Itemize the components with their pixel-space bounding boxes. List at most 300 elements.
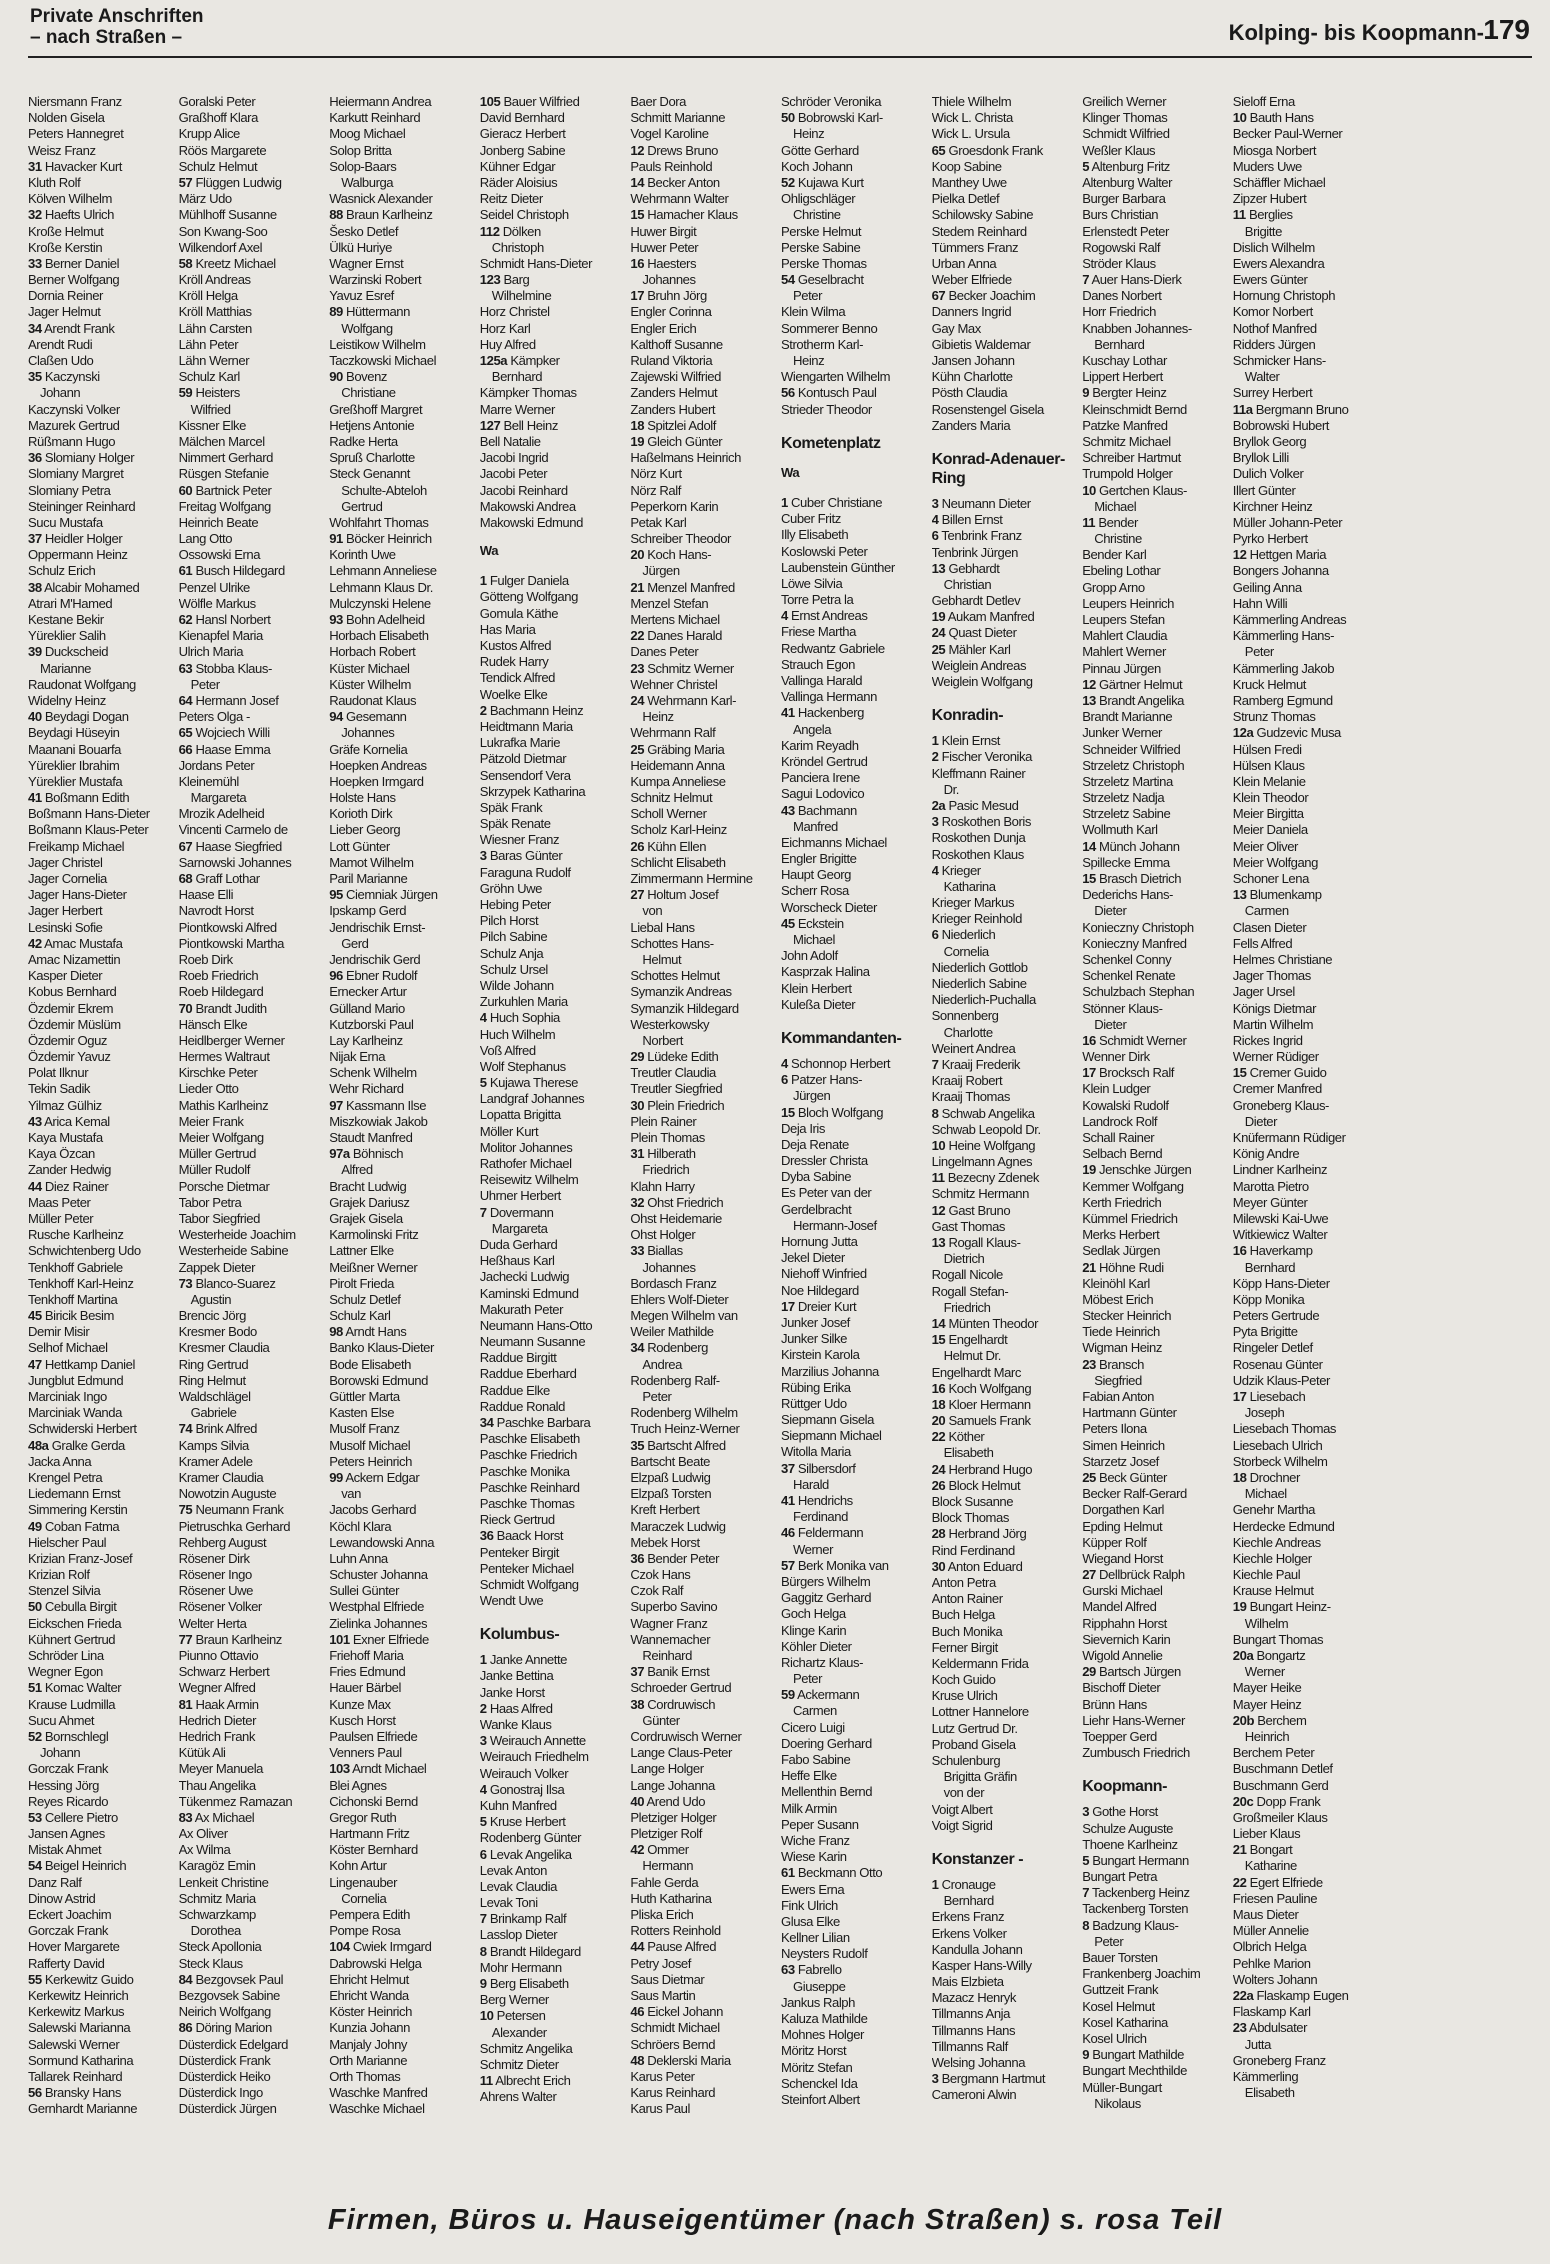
resident-entry: Mulczynski Helene bbox=[329, 595, 431, 611]
resident-entry: Neirich Wolfgang bbox=[178, 2004, 271, 2020]
resident-entry: Hedrich Dieter bbox=[178, 1712, 256, 1728]
resident-entry: Wiesner Franz bbox=[479, 832, 560, 848]
house-number: 27 bbox=[630, 887, 645, 903]
house-number: 18 bbox=[630, 417, 645, 433]
resident-entry: Altenburg Walter bbox=[1082, 174, 1173, 190]
resident-entry: 31 Havacker Kurt bbox=[28, 158, 122, 174]
resident-entry: Heffe Elke bbox=[781, 1768, 837, 1784]
resident-entry: Kestane Bekir bbox=[28, 612, 104, 627]
resident-entry: Mühlhoff Susanne bbox=[178, 207, 277, 223]
resident-entry: Brünn Hans bbox=[1082, 1696, 1147, 1712]
house-number: 19 bbox=[630, 433, 645, 449]
resident-entry: 112 Dölken bbox=[479, 223, 541, 239]
house-number: 32 bbox=[630, 1194, 645, 1210]
resident-entry: Milewski Kai-Uwe bbox=[1232, 1210, 1329, 1226]
resident-entry: Berner Wolfgang bbox=[28, 272, 120, 288]
resident-entry: Schnitz Helmut bbox=[630, 790, 713, 806]
resident-entry: Strieder Theodor bbox=[781, 401, 872, 417]
house-number: 22 bbox=[931, 1429, 946, 1445]
resident-entry: Lott Günter bbox=[329, 838, 390, 854]
resident-entry: Nowotzin Auguste bbox=[178, 1486, 277, 1502]
resident-entry: 9 Bergter Heinz bbox=[1082, 385, 1167, 401]
resident-entry: Ohst Heidemarie bbox=[630, 1210, 722, 1226]
resident-entry: 7 Tackenberg Heinz bbox=[1082, 1885, 1190, 1901]
resident-entry: Kühn Charlotte bbox=[931, 369, 1013, 385]
resident-entry: 12 Gärtner Helmut bbox=[1082, 676, 1183, 692]
house-number: 37 bbox=[630, 1664, 645, 1680]
resident-entry: Kaczynski Volker bbox=[28, 401, 120, 417]
house-number: 28 bbox=[931, 1526, 946, 1542]
resident-entry: Rathofer Michael bbox=[479, 1156, 572, 1171]
resident-entry: Manthey Uwe bbox=[931, 174, 1007, 190]
resident-entry: Mälchen Marcel bbox=[178, 433, 265, 449]
resident-entry: Krause Helmut bbox=[1232, 1583, 1314, 1599]
resident-entry: Gräfe Kornelia bbox=[329, 741, 408, 757]
resident-entry: Köster Heinrich bbox=[329, 2004, 412, 2020]
resident-entry: 4 Huch Sophia bbox=[479, 1010, 560, 1026]
district-marker: Wa bbox=[781, 464, 800, 480]
resident-entry: Peperkorn Karin bbox=[630, 498, 719, 514]
resident-entry: Laubenstein Günther bbox=[781, 559, 895, 575]
resident-entry: Penzel Ulrike bbox=[178, 579, 250, 595]
resident-entry: Jordans Peter bbox=[178, 757, 255, 773]
entry-continuation: Helmut bbox=[642, 951, 682, 967]
resident-entry: Yavuz Esref bbox=[329, 288, 394, 304]
resident-entry: Gülland Mario bbox=[329, 1000, 405, 1016]
resident-entry: Mahlert Claudia bbox=[1082, 628, 1168, 644]
resident-entry: 98 Arndt Hans bbox=[329, 1324, 407, 1340]
entry-continuation: Werner bbox=[1244, 1664, 1285, 1680]
spacer bbox=[480, 565, 625, 573]
resident-entry: Danes Peter bbox=[630, 644, 699, 660]
spacer bbox=[480, 531, 625, 539]
resident-entry: Zanders Hubert bbox=[630, 401, 716, 417]
resident-entry: 48 Deklerski Maria bbox=[630, 2052, 731, 2068]
house-number: 3 bbox=[931, 495, 939, 511]
resident-entry: Tenkhoff Karl-Heinz bbox=[28, 1275, 134, 1291]
resident-entry: Jendrischik Ernst- bbox=[329, 919, 426, 935]
resident-entry: Koslowski Peter bbox=[781, 543, 868, 559]
house-number: 18 bbox=[931, 1396, 946, 1412]
resident-entry: Schulz Ursel bbox=[479, 961, 548, 977]
resident-entry: Peters Hannegret bbox=[28, 126, 124, 142]
resident-entry: Duda Gerhard bbox=[479, 1236, 558, 1252]
resident-entry: Zappek Dieter bbox=[178, 1259, 255, 1275]
resident-entry: Urban Anna bbox=[931, 255, 997, 271]
resident-entry: Peters Olga - bbox=[178, 709, 250, 725]
resident-entry: Güttler Marta bbox=[329, 1389, 400, 1404]
resident-entry: Menzel Stefan bbox=[630, 595, 709, 611]
resident-entry: 24 Herbrand Hugo bbox=[931, 1461, 1033, 1477]
resident-entry: Hoepken Andreas bbox=[329, 757, 427, 773]
resident-entry: Raddue Elke bbox=[479, 1382, 550, 1398]
resident-entry: Krause Ludmilla bbox=[28, 1696, 116, 1712]
house-number: 19 bbox=[1232, 1599, 1247, 1615]
resident-entry: Marotta Pietro bbox=[1232, 1178, 1309, 1194]
resident-entry: Lottner Hannelore bbox=[931, 1704, 1029, 1720]
resident-entry: Heinrich Beate bbox=[178, 514, 259, 530]
resident-entry: Elzpaß Ludwig bbox=[630, 1469, 711, 1485]
house-number: 63 bbox=[178, 660, 193, 676]
resident-entry: Strzeletz Sabine bbox=[1082, 806, 1171, 822]
resident-entry: Vallinga Hermann bbox=[781, 689, 877, 705]
resident-entry: 32 Ohst Friedrich bbox=[630, 1194, 724, 1210]
resident-entry: Rodenberg Günter bbox=[479, 1830, 582, 1846]
resident-entry: Korinth Uwe bbox=[329, 547, 396, 563]
house-number: 83 bbox=[178, 1809, 193, 1825]
resident-entry: Niederlich Gottlob bbox=[931, 959, 1028, 975]
resident-entry: Peters Heinrich bbox=[329, 1453, 412, 1469]
entry-continuation: Dorothea bbox=[190, 1923, 241, 1939]
resident-entry: Schulenburg bbox=[931, 1753, 1001, 1768]
house-number: 10 bbox=[1082, 482, 1096, 498]
resident-entry: Schröers Bernd bbox=[630, 2036, 716, 2052]
resident-entry: Schäffler Michael bbox=[1232, 174, 1326, 190]
resident-entry: Huth Katharina bbox=[630, 1890, 712, 1906]
resident-entry: 104 Cwiek Irmgard bbox=[329, 1939, 432, 1955]
resident-entry: Horr Friedrich bbox=[1082, 304, 1156, 320]
resident-entry: 20 Samuels Frank bbox=[931, 1413, 1031, 1429]
resident-entry: Sieloff Erna bbox=[1232, 94, 1295, 109]
resident-entry: 51 Komac Walter bbox=[28, 1680, 122, 1696]
entry-continuation: Gerd bbox=[341, 935, 369, 951]
resident-entry: Weirauch Friedhelm bbox=[479, 1749, 589, 1765]
resident-entry: Piontkowski Alfred bbox=[178, 919, 277, 935]
house-number: 30 bbox=[630, 1097, 645, 1113]
resident-entry: Wagner Franz bbox=[630, 1615, 708, 1631]
resident-entry: Ohst Holger bbox=[630, 1227, 696, 1243]
resident-entry: Krieger Reinhold bbox=[931, 911, 1022, 927]
resident-entry: Kresmer Claudia bbox=[178, 1340, 270, 1356]
section-title-line2: – nach Straßen – bbox=[30, 27, 183, 48]
resident-entry: Steck Genannt bbox=[329, 466, 410, 482]
resident-entry: 17 Dreier Kurt bbox=[781, 1298, 857, 1314]
house-number: 57 bbox=[178, 174, 193, 190]
resident-entry: Arendt Rudi bbox=[28, 336, 93, 352]
resident-entry: Rösener Volker bbox=[178, 1599, 262, 1615]
house-number: 65 bbox=[931, 142, 946, 158]
resident-entry: Kröll Andreas bbox=[178, 272, 251, 288]
house-number: 7 bbox=[1082, 272, 1090, 288]
resident-entry: Kunzia Johann bbox=[329, 2020, 410, 2036]
resident-entry: Lutz Gertrud Dr. bbox=[931, 1720, 1018, 1736]
resident-entry: Baer Dora bbox=[630, 94, 687, 109]
street-heading: Ring bbox=[931, 469, 966, 487]
house-number: 4 bbox=[781, 1055, 788, 1071]
resident-entry: Bezgovsek Sabine bbox=[178, 1987, 280, 2003]
resident-entry: Ferner Birgit bbox=[931, 1639, 998, 1655]
house-number: 3 bbox=[479, 1733, 487, 1749]
resident-entry: Gibietis Waldemar bbox=[931, 336, 1031, 352]
entry-continuation: Johann bbox=[40, 1745, 81, 1761]
resident-entry: 48a Gralke Gerda bbox=[28, 1437, 125, 1453]
resident-entry: Orth Thomas bbox=[329, 2068, 401, 2084]
street-heading: Konrad-Adenauer- bbox=[931, 450, 1065, 468]
house-number: 15 bbox=[630, 207, 645, 223]
resident-entry: Ströder Klaus bbox=[1082, 255, 1156, 271]
resident-entry: Kandulla Johann bbox=[931, 1941, 1023, 1957]
resident-entry: Paschke Monika bbox=[479, 1463, 570, 1479]
resident-entry: 35 Bartscht Alfred bbox=[630, 1437, 726, 1453]
house-number: 56 bbox=[28, 2085, 42, 2101]
resident-entry: 16 Koch Wolfgang bbox=[931, 1380, 1032, 1396]
house-number: 13 bbox=[931, 1235, 946, 1250]
resident-entry: Kasprzak Halina bbox=[781, 964, 870, 980]
resident-entry: Ebeling Lothar bbox=[1082, 563, 1161, 579]
resident-entry: Ripphahn Horst bbox=[1082, 1615, 1167, 1631]
resident-entry: 17 Bruhn Jörg bbox=[630, 288, 707, 304]
resident-entry: Karus Paul bbox=[630, 2101, 690, 2117]
resident-entry: Erlenstedt Peter bbox=[1082, 223, 1169, 239]
resident-entry: Kröndel Gertrud bbox=[781, 753, 868, 769]
resident-entry: Marciniak Ingo bbox=[28, 1389, 107, 1404]
resident-entry: Lange Claus-Peter bbox=[630, 1745, 732, 1761]
house-number: 59 bbox=[178, 385, 193, 401]
resident-entry: 66 Haase Emma bbox=[178, 741, 271, 757]
resident-entry: Slomiany Petra bbox=[28, 482, 111, 498]
resident-entry: Kobus Bernhard bbox=[28, 984, 117, 1000]
resident-entry: Warzinski Robert bbox=[329, 272, 422, 288]
entry-continuation: van bbox=[341, 1486, 361, 1502]
resident-entry: Nolden Gisela bbox=[28, 110, 105, 126]
resident-entry: 4 Billen Ernst bbox=[931, 512, 1003, 528]
house-number: 29 bbox=[1082, 1664, 1096, 1680]
resident-entry: Wagner Ernst bbox=[329, 255, 404, 271]
resident-entry: Mebek Horst bbox=[630, 1534, 700, 1550]
resident-entry: Jonberg Sabine bbox=[479, 142, 566, 158]
resident-entry: Haupt Georg bbox=[781, 867, 852, 883]
resident-entry: 21 Höhne Rudi bbox=[1082, 1259, 1164, 1275]
resident-entry: 14 Münch Johann bbox=[1082, 838, 1180, 854]
entry-continuation: Marianne bbox=[40, 660, 91, 676]
resident-entry: Danes Norbert bbox=[1082, 288, 1162, 304]
house-number: 42 bbox=[28, 935, 42, 951]
resident-entry: Rieck Gertrud bbox=[479, 1512, 555, 1528]
house-number: 35 bbox=[630, 1437, 645, 1453]
resident-entry: Rotters Reinhold bbox=[630, 1923, 721, 1939]
section-title bbox=[30, 6, 204, 48]
street-heading: Konradin- bbox=[931, 707, 1004, 725]
house-number: 6 bbox=[931, 528, 939, 544]
entry-continuation: Wilfried bbox=[190, 401, 231, 417]
resident-entry: Buschmann Gerd bbox=[1232, 1777, 1329, 1793]
resident-entry: 2 Haas Alfred bbox=[479, 1700, 553, 1716]
resident-entry: Jansen Agnes bbox=[28, 1826, 105, 1842]
street-range-title: Kolping- bis Koopmann- bbox=[1228, 20, 1484, 45]
resident-entry: Elzpaß Torsten bbox=[630, 1486, 712, 1502]
entry-continuation: Peter bbox=[1094, 1933, 1124, 1949]
resident-entry: Kowalski Rudolf bbox=[1082, 1097, 1169, 1113]
resident-entry: Zumbusch Friedrich bbox=[1082, 1745, 1190, 1761]
house-number: 20b bbox=[1232, 1712, 1255, 1728]
resident-entry: Gröhn Uwe bbox=[479, 880, 542, 896]
resident-entry: Huch Wilhelm bbox=[479, 1026, 556, 1042]
resident-entry: Plein Rainer bbox=[630, 1113, 697, 1129]
house-number: 61 bbox=[178, 563, 193, 579]
resident-entry: Deja Renate bbox=[781, 1136, 849, 1152]
entry-continuation: Charlotte bbox=[943, 1024, 993, 1040]
resident-entry: Ewers Günter bbox=[1232, 272, 1308, 288]
resident-entry: Fries Edmund bbox=[329, 1664, 406, 1680]
resident-entry: Jacobi Ingrid bbox=[479, 450, 549, 466]
resident-entry: 37 Banik Ernst bbox=[630, 1664, 710, 1680]
resident-entry: 97 Kassmann Ilse bbox=[329, 1097, 427, 1113]
resident-entry: Klein Herbert bbox=[781, 980, 852, 996]
resident-entry: Kienapfel Maria bbox=[178, 628, 263, 644]
resident-entry: 45 Biricik Besim bbox=[28, 1308, 114, 1324]
resident-entry: Rodenberg Wilhelm bbox=[630, 1405, 738, 1421]
resident-entry: Heidemann Anna bbox=[630, 757, 725, 773]
resident-entry: 25 Mähler Karl bbox=[931, 641, 1011, 657]
entry-continuation: Michael bbox=[793, 932, 835, 947]
column-7 bbox=[932, 94, 1077, 2204]
resident-entry: Ring Helmut bbox=[178, 1372, 246, 1388]
resident-entry: König Andre bbox=[1232, 1146, 1300, 1162]
spacer bbox=[932, 1834, 1077, 1842]
entry-continuation: Wolfgang bbox=[341, 320, 393, 336]
resident-entry: Levak Anton bbox=[479, 1862, 547, 1878]
resident-entry: 26 Block Helmut bbox=[931, 1477, 1021, 1493]
resident-entry: Kirschke Peter bbox=[178, 1065, 258, 1081]
resident-entry: Liebal Hans bbox=[630, 919, 695, 935]
resident-entry: Thiele Wilhelm bbox=[931, 94, 1012, 109]
entry-continuation: Katharine bbox=[1244, 1858, 1297, 1874]
house-number: 4 bbox=[931, 512, 939, 528]
house-number: 20 bbox=[630, 547, 645, 563]
entry-continuation: Nikolaus bbox=[1094, 2095, 1141, 2111]
resident-entry: Son Kwang-Soo bbox=[178, 223, 268, 239]
house-number: 52 bbox=[28, 1728, 42, 1744]
resident-entry: Jacobi Reinhard bbox=[479, 482, 568, 498]
resident-entry: Piontkowski Martha bbox=[178, 935, 285, 951]
resident-entry: 9 Berg Elisabeth bbox=[479, 1976, 569, 1991]
house-number: 70 bbox=[178, 1000, 193, 1016]
house-number: 58 bbox=[178, 255, 193, 271]
resident-entry: 23 Abdulsater bbox=[1232, 2020, 1308, 2036]
resident-entry: 6 Niederlich bbox=[931, 927, 996, 943]
resident-entry: Schmitz Dieter bbox=[479, 2056, 559, 2072]
entry-continuation: Alexander bbox=[491, 2024, 547, 2040]
resident-entry: 5 Kruse Herbert bbox=[479, 1814, 566, 1830]
house-number: 91 bbox=[329, 531, 343, 547]
resident-entry: Liesebach Ulrich bbox=[1232, 1437, 1323, 1453]
resident-entry: Yüreklier Ibrahim bbox=[28, 757, 120, 773]
resident-entry: Jansen Johann bbox=[931, 353, 1015, 368]
resident-entry: Strunz Thomas bbox=[1232, 709, 1316, 725]
resident-entry: Cameroni Alwin bbox=[931, 2087, 1017, 2103]
resident-entry: Boßmann Hans-Dieter bbox=[28, 806, 150, 822]
resident-entry: Perske Helmut bbox=[781, 223, 862, 239]
resident-entry: 6 Tenbrink Franz bbox=[931, 528, 1022, 544]
resident-entry: 13 Rogall Klaus- bbox=[931, 1235, 1021, 1250]
house-number: 65 bbox=[178, 725, 193, 741]
resident-entry: Kramer Adele bbox=[178, 1453, 253, 1469]
spacer bbox=[932, 488, 1077, 496]
house-number: 30 bbox=[931, 1558, 946, 1574]
resident-entry: Pehlke Marion bbox=[1232, 1955, 1311, 1971]
house-number: 15 bbox=[781, 1104, 795, 1120]
resident-entry: 3 Bergmann Hartmut bbox=[931, 2071, 1046, 2087]
resident-entry: Kruse Ulrich bbox=[931, 1688, 998, 1704]
resident-entry: Kölven Wilhelm bbox=[28, 191, 112, 207]
house-number: 22 bbox=[630, 628, 645, 644]
resident-entry: Heßhaus Karl bbox=[479, 1253, 555, 1269]
house-number: 7 bbox=[479, 1204, 487, 1220]
house-number: 5 bbox=[1082, 1852, 1090, 1868]
resident-entry: Reyes Ricardo bbox=[28, 1793, 109, 1809]
house-number: 1 bbox=[931, 733, 939, 749]
resident-entry: Roskothen Klaus bbox=[931, 846, 1024, 862]
resident-entry: Düsterdick Frank bbox=[178, 2052, 271, 2068]
resident-entry: Worscheck Dieter bbox=[781, 899, 877, 915]
resident-entry: Wehrmann Ralf bbox=[630, 725, 716, 741]
resident-entry: Wenner Dirk bbox=[1082, 1049, 1150, 1065]
resident-entry: Kusch Horst bbox=[329, 1712, 396, 1728]
resident-entry: Torre Petra la bbox=[781, 592, 854, 608]
resident-entry: Kämmerling bbox=[1232, 2068, 1299, 2084]
entry-continuation: Cornelia bbox=[943, 943, 989, 959]
house-number: 37 bbox=[28, 531, 42, 547]
resident-entry: 52 Bornschlegl bbox=[28, 1728, 109, 1744]
house-number: 33 bbox=[630, 1243, 645, 1259]
resident-entry: 17 Liesebach bbox=[1232, 1389, 1306, 1404]
resident-entry: Stecker Heinrich bbox=[1082, 1308, 1172, 1324]
house-number: 29 bbox=[630, 1049, 645, 1065]
resident-entry: Wehrmann Walter bbox=[630, 191, 729, 207]
resident-entry: 123 Barg bbox=[479, 272, 530, 288]
resident-entry: Jager Cornelia bbox=[28, 871, 107, 886]
resident-entry: Wolters Johann bbox=[1232, 1971, 1318, 1987]
spacer bbox=[781, 1048, 926, 1056]
resident-entry: 88 Braun Karlheinz bbox=[329, 207, 433, 223]
resident-entry: Vallinga Harald bbox=[781, 673, 863, 688]
resident-entry: Graßhoff Klara bbox=[178, 110, 258, 126]
entry-continuation: Hermann-Josef bbox=[793, 1217, 877, 1233]
house-number: 21 bbox=[1232, 1842, 1247, 1858]
resident-entry: Keldermann Frida bbox=[931, 1655, 1029, 1671]
house-number: 3 bbox=[1082, 1804, 1090, 1820]
resident-entry: 53 Cellere Pietro bbox=[28, 1809, 118, 1825]
resident-entry: Perske Sabine bbox=[781, 239, 861, 255]
resident-entry: Junker Josef bbox=[781, 1314, 850, 1330]
house-number: 17 bbox=[1232, 1389, 1247, 1404]
house-number: 93 bbox=[329, 612, 343, 627]
entry-continuation: Bernhard bbox=[1094, 336, 1145, 352]
entry-continuation: Jürgen bbox=[793, 1088, 831, 1104]
entry-continuation: Johannes bbox=[642, 272, 696, 288]
resident-entry: Jacka Anna bbox=[28, 1453, 92, 1469]
resident-entry: Jekel Dieter bbox=[781, 1250, 845, 1266]
house-number: 4 bbox=[479, 1781, 487, 1797]
resident-entry: 11 Berglies bbox=[1232, 207, 1293, 223]
resident-entry: Witkiewicz Walter bbox=[1232, 1227, 1328, 1243]
resident-entry: Berg Werner bbox=[479, 1992, 549, 2008]
resident-entry: Rogowski Ralf bbox=[1082, 239, 1161, 255]
entry-continuation: Dietrich bbox=[943, 1251, 985, 1267]
house-number: 98 bbox=[329, 1324, 343, 1340]
resident-entry: 96 Ebner Rudolf bbox=[329, 968, 418, 984]
resident-entry: Lieder Otto bbox=[178, 1081, 239, 1097]
resident-entry: Greilich Werner bbox=[1082, 94, 1167, 109]
resident-entry: 14 Münten Theodor bbox=[931, 1315, 1038, 1331]
resident-entry: 37 Heidler Holger bbox=[28, 531, 123, 547]
resident-entry: Richartz Klaus- bbox=[781, 1654, 864, 1670]
resident-entry: Friehoff Maria bbox=[329, 1648, 404, 1663]
house-number: 45 bbox=[28, 1308, 42, 1324]
resident-entry: 99 Ackern Edgar bbox=[329, 1469, 420, 1485]
resident-entry: Kleinschmidt Bernd bbox=[1082, 401, 1187, 417]
resident-entry: Schmicker Hans- bbox=[1232, 353, 1326, 368]
